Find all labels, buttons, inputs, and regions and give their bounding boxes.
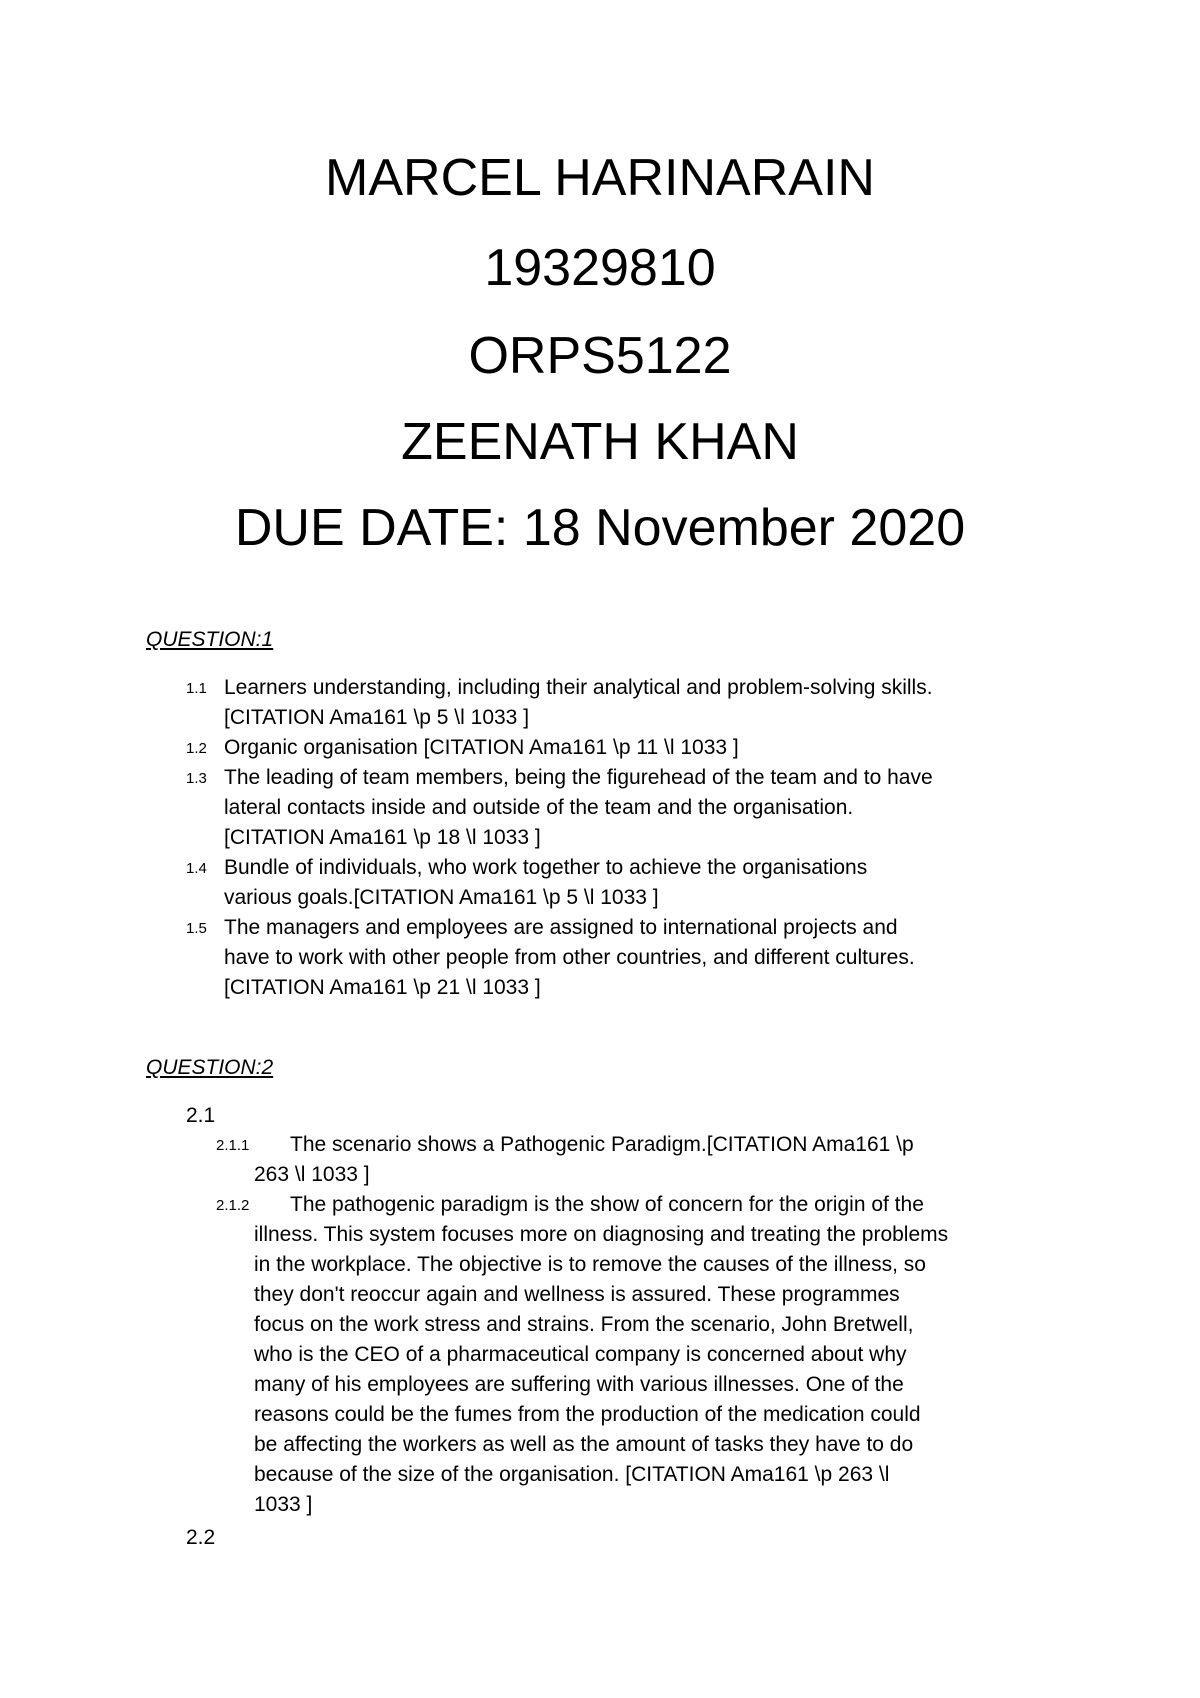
answer-1-2: [186, 733, 739, 763]
item-text-line: Bundle of individuals, who work together to achieve the organisations: [224, 856, 868, 879]
answer-1-1: [186, 673, 933, 733]
item-text-line: 263 \l 1033 ]: [254, 1163, 370, 1186]
answer-1-4: [186, 853, 867, 913]
item-text-line: many of his employees are suffering with various illnesses. One of the: [254, 1373, 904, 1396]
item-text-line: The managers and employees are assigned to international projects and: [224, 916, 898, 939]
question-1-heading: QUESTION:1: [146, 628, 274, 651]
item-text-line: they don't reoccur again and wellness is assured. These programmes: [254, 1283, 900, 1306]
item-number: 2.1.1: [216, 1137, 250, 1154]
item-text-line: be affecting the workers as well as the amount of tasks they have to do: [254, 1433, 914, 1456]
item-text-line: The leading of team members, being the figurehead of the team and to have: [224, 766, 933, 789]
answer-1-3: [186, 763, 933, 853]
item-text-line: because of the size of the organisation. [CITATION Ama161 \p 263 \l: [254, 1463, 890, 1486]
section-2-2-label: 2.2: [186, 1526, 216, 1549]
item-text-line: Organic organisation [CITATION Ama161 \p 11 \l 1033 ]: [224, 736, 739, 759]
item-text-line: lateral contacts inside and outside of the team and the organisation.: [224, 796, 854, 819]
question-2-heading: QUESTION:2: [146, 1056, 274, 1079]
item-number: 1.4: [186, 860, 207, 877]
item-text-line: Learners understanding, including their analytical and problem-solving skills.: [224, 676, 933, 699]
answer-2-1-1: [216, 1130, 914, 1190]
item-text-line: have to work with other people from other countries, and different cultures.: [224, 946, 915, 969]
item-text-line: [CITATION Ama161 \p 21 \l 1033 ]: [224, 976, 541, 999]
module-code: ORPS5122: [468, 327, 732, 385]
answer-1-5: [186, 913, 915, 1003]
item-text-line: The pathogenic paradigm is the show of concern for the origin of the: [290, 1193, 924, 1216]
item-number: 1.2: [186, 740, 207, 757]
item-text-line: focus on the work stress and strains. From the scenario, John Bretwell,: [254, 1313, 914, 1336]
student-number: 19329810: [484, 239, 716, 297]
item-text-line: The scenario shows a Pathogenic Paradigm.[CITATION Ama161 \p: [290, 1133, 914, 1156]
item-number: 1.1: [186, 680, 207, 697]
item-text-line: illness. This system focuses more on diagnosing and treating the problems: [254, 1223, 949, 1246]
answer-2-1-2: [216, 1190, 948, 1520]
item-text-line: reasons could be the fumes from the production of the medication could: [254, 1403, 921, 1426]
item-text-line: various goals.[CITATION Ama161 \p 5 \l 1033 ]: [224, 886, 659, 909]
item-text-line: in the workplace. The objective is to remove the causes of the illness, so: [254, 1253, 926, 1276]
student-name: MARCEL HARINARAIN: [325, 149, 875, 207]
item-number: 1.5: [186, 920, 207, 937]
item-number: 2.1.2: [216, 1197, 250, 1214]
lecturer-name: ZEENATH KHAN: [401, 413, 799, 471]
item-text-line: 1033 ]: [254, 1493, 313, 1516]
item-number: 1.3: [186, 770, 207, 787]
item-text-line: who is the CEO of a pharmaceutical company is concerned about why: [254, 1343, 907, 1366]
section-2-1-label: 2.1: [186, 1104, 216, 1127]
item-text-line: [CITATION Ama161 \p 5 \l 1033 ]: [224, 706, 530, 729]
due-date: DUE DATE: 18 November 2020: [234, 499, 966, 557]
item-text-line: [CITATION Ama161 \p 18 \l 1033 ]: [224, 826, 541, 849]
